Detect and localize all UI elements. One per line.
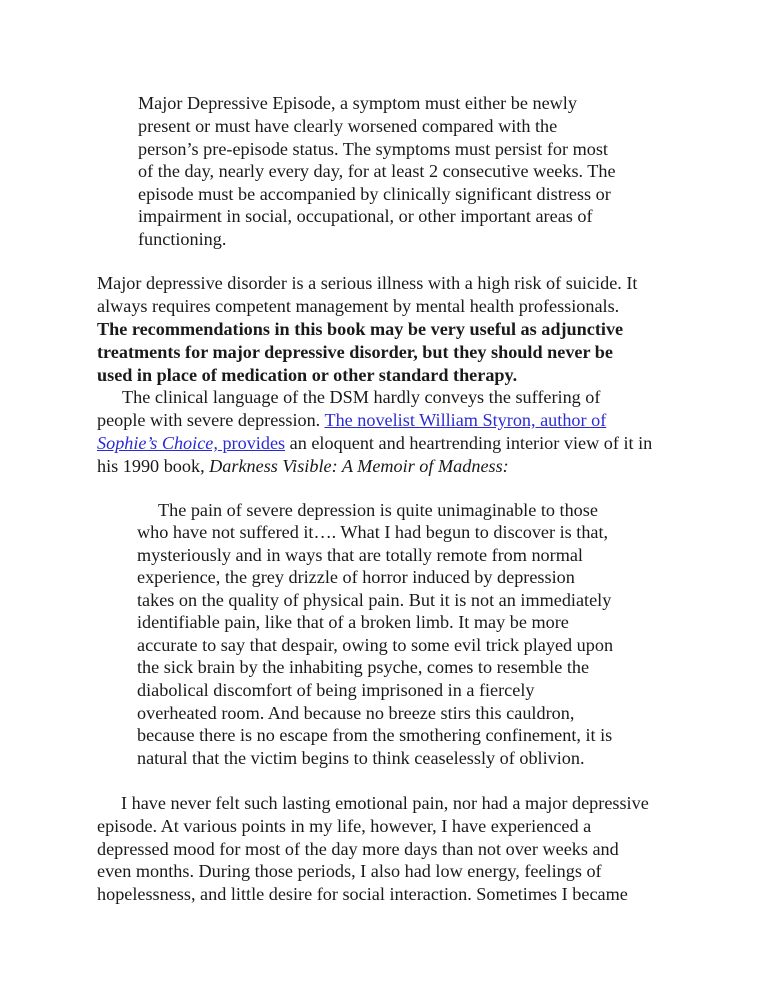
body-line: Major depressive disorder is a serious illness with a high risk of suicide. It [97,273,638,293]
book-title: Darkness Visible: A Memoir of Madness: [209,456,509,476]
quote-line: impairment in social, occupational, or other important areas of [138,206,593,226]
quote-line: who have not suffered it…. What I had begun to discover is that, [137,522,609,542]
body-line: even months. During those periods, I also had low energy, feelings of [97,861,602,881]
body-line: always requires competent management by mental health professionals. [97,296,620,316]
quote-line: diabolical discomfort of being imprisoned in a fiercely [137,680,535,700]
body-line: depressed mood for most of the day more days than not over weeks and [97,839,619,859]
quote-line: accurate to say that despair, owing to some evil trick played upon [137,635,614,655]
body-line: I have never felt such lasting emotional pain, nor had a major depressive [121,793,649,813]
quote-line: experience, the grey drizzle of horror induced by depression [137,567,575,587]
styron-link[interactable]: The novelist William Styron, author of [324,410,607,430]
provides-link[interactable]: provides [217,433,286,453]
body-text: an eloquent and heartrending interior view of it in [285,433,653,453]
quote-line: Major Depressive Episode, a symptom must either be newly [138,93,577,113]
body-line [97,409,606,432]
bold-warning-line: treatments for major depressive disorder, but they should never be [97,342,613,362]
body-text: his 1990 book, [97,456,210,476]
bold-warning-line: used in place of medication or other standard therapy. [97,365,518,385]
body-line: The clinical language of the DSM hardly conveys the suffering of [122,387,601,407]
quote-line: takes on the quality of physical pain. But it is not an immediately [137,590,612,610]
quote-line: person’s pre-episode status. The symptoms must persist for most [138,139,608,159]
quote-line: because there is no escape from the smothering confinement, it is [137,725,613,745]
quote-line: episode must be accompanied by clinically significant distress or [138,184,611,204]
quote-line: identifiable pain, like that of a broken limb. It may be more [137,612,569,632]
quote-line: mysteriously and in ways that are totally remote from normal [137,545,583,565]
body-line: episode. At various points in my life, however, I have experienced a [97,816,592,836]
quote-line: natural that the victim begins to think ceaselessly of oblivion. [137,748,585,768]
bold-warning-line: The recommendations in this book may be very useful as adjunctive [97,319,624,339]
body-line: hopelessness, and little desire for social interaction. Sometimes I became [97,884,628,904]
quote-line: of the day, nearly every day, for at least 2 consecutive weeks. The [138,161,616,181]
quote-line: overheated room. And because no breeze stirs this cauldron, [137,703,575,723]
quote-line: the sick brain by the inhabiting psyche, comes to resemble the [137,657,590,677]
body-text: people with severe depression. [97,410,325,430]
quote-line: The pain of severe depression is quite unimaginable to those [158,500,598,520]
quote-line: functioning. [138,229,227,249]
sophies-choice-link[interactable]: Sophie’s Choice, [97,433,218,453]
quote-line: present or must have clearly worsened compared with the [138,116,558,136]
body-line [97,455,509,478]
body-line [97,432,652,455]
